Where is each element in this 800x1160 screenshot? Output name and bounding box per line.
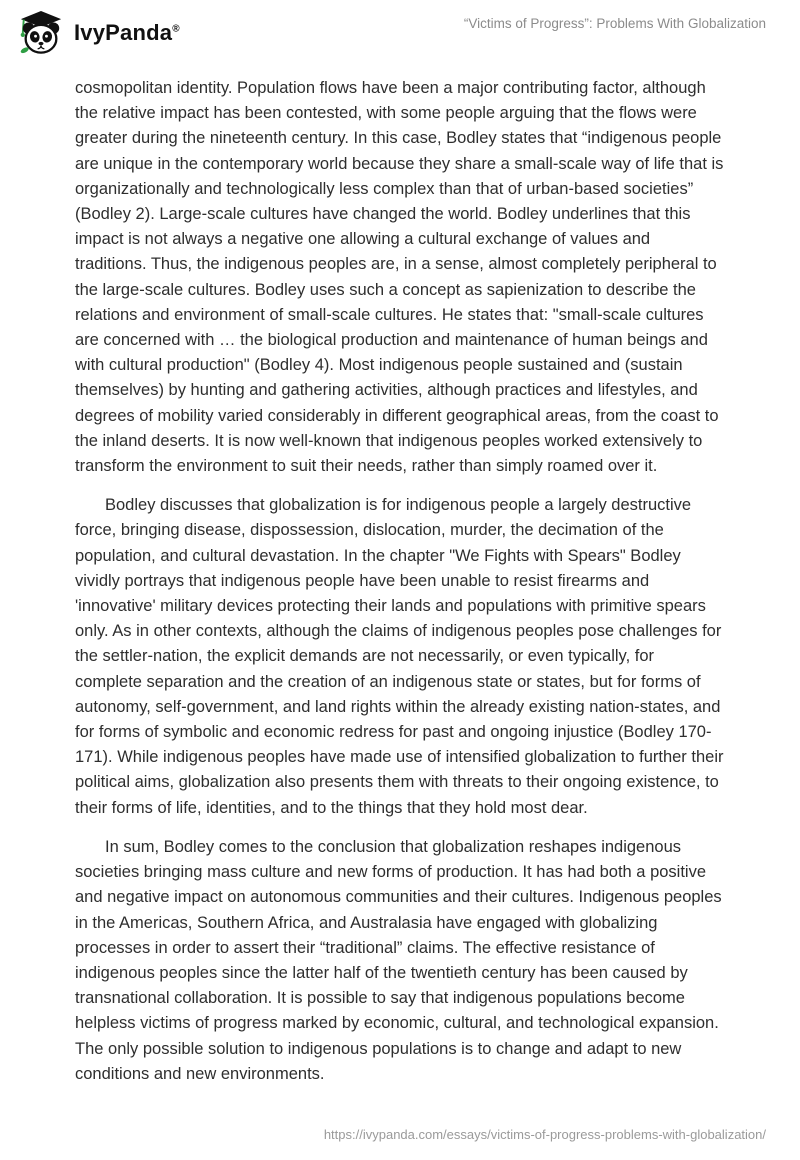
source-url: https://ivypanda.com/essays/victims-of-progress-problems-with-globalization/: [323, 1127, 766, 1142]
ivypanda-logo-link[interactable]: [18, 10, 180, 56]
essay-paragraph: Bodley discusses that globalization is for indigenous people a largely destructive force, bringing disease, dispossession, dislocation, murder, the decimation of the population, and cultural devastation. In the chapter "We Fights with Spears" Bodley vividly portrays that indigenous people have been unable to resist firearms and 'innovative' military devices protecting their lands and populations with primitive spears only. As in other contexts, although the claims of indigenous peoples pose challenges for the settler-nation, the explicit demands are not necessarily, or even typically, for complete separation and the creation of an indigenous state or states, but for forms of autonomy, self-government, and land rights within the already existing nation-states, and for forms of symbolic and economic redress for past and ongoing injustice (Bodley 170-171). While indigenous peoples have made use of intensified globalization to further their political aims, globalization also presents them with threats to their ongoing existence, to their forms of life, identities, and to the things that they hold most dear.: [75, 496, 724, 817]
essay-paragraph: In sum, Bodley comes to the conclusion that globalization reshapes indigenous societies bringing mass culture and new forms of production. It has had both a positive and negative impact on autonomous communities and their cultures. Indigenous peoples in the Americas, Southern Africa, and Australasia have engaged with globalizing processes in order to assert their “traditional” claims. The effective resistance of indigenous peoples since the latter half of the twentieth century has been caused by transnational collaboration. It is possible to say that indigenous populations become helpless victims of progress marked by economic, cultural, and technological expansion. The only possible solution to indigenous populations is to change and adapt to new conditions and new environments.: [75, 837, 722, 1083]
essay-paragraph: cosmopolitan identity. Population flows have been a major contributing factor, although the relative impact has been contested, with some people arguing that the flows were greater during the nineteenth century. In this case, Bodley states that “indigenous people are unique in the contemporary world because they share a small-scale way of life that is organizationally and technologically less complex than that of urban-based societies” (Bodley 2). Large-scale cultures have changed the world. Bodley underlines that this impact is not always a negative one allowing a cultural exchange of values and traditions. Thus, the indigenous peoples are, in a sense, almost completely peripheral to the large-scale cultures. Bodley uses such a concept as sapienization to describe the relations and environment of small-scale cultures. He states that: "small-scale cultures are concerned with … the biological production and maintenance of human beings and with cultural production" (Bodley 4). Most indigenous people sustained and (sustain themselves) by hunting and gathering activities, although practices and lifestyles, and degrees of mobility varied considerably in different geographical areas, from the coast to the inland deserts. It is now well-known that indigenous peoples worked extensively to transform the environment to suit their needs, rather than simply roamed over it.: [75, 79, 724, 476]
ivypanda-panda-logo-icon: [18, 10, 64, 56]
brand-name: IvyPanda®: [74, 20, 180, 45]
essay-body: [0, 62, 800, 1126]
registered-mark: ®: [172, 23, 180, 35]
page-header: [0, 0, 800, 62]
page-footer: [0, 1126, 800, 1160]
document-title: “Victims of Progress”: Problems With Globalization: [463, 16, 766, 31]
